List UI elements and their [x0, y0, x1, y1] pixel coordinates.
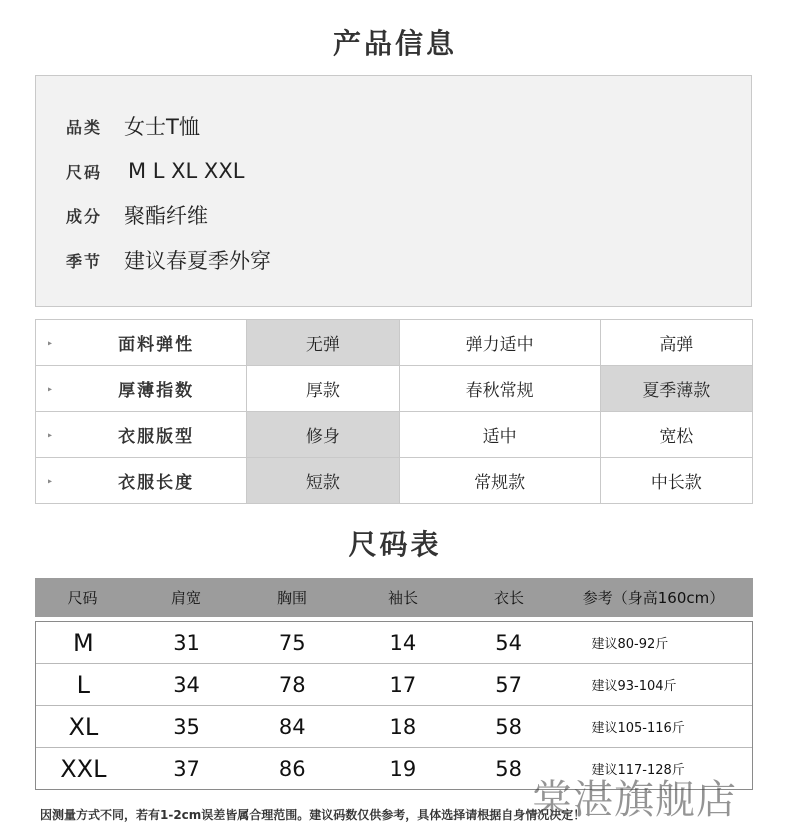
- table-cell: L: [76, 670, 91, 699]
- property-label: [36, 320, 247, 366]
- property-label: [36, 366, 247, 412]
- column-header: 衣长: [493, 589, 524, 607]
- property-option: 短款: [247, 458, 399, 504]
- property-option: 中长款: [600, 458, 752, 504]
- info-row-size: [66, 151, 244, 191]
- info-row-season: [66, 240, 271, 280]
- property-row-elasticity: [36, 320, 753, 366]
- store-watermark: 棠湛旗舰店: [532, 777, 737, 823]
- column-header: 肩宽: [170, 589, 201, 607]
- info-value: 建议春夏季外穿: [124, 249, 271, 273]
- property-grid: [35, 319, 753, 504]
- table-cell: 75: [278, 630, 306, 655]
- property-option: 修身: [247, 412, 399, 458]
- arrow-right-icon: ▸: [48, 338, 55, 347]
- property-row-length: [36, 458, 753, 504]
- property-option: 宽松: [600, 412, 752, 458]
- property-label-text: 衣服版型: [118, 427, 195, 447]
- column-header: 胸围: [276, 589, 307, 607]
- property-option: 弹力适中: [399, 320, 600, 366]
- info-value: 女士T恤: [124, 115, 200, 139]
- property-row-thickness: [36, 366, 753, 412]
- table-cell: 58: [495, 756, 522, 781]
- property-option: 无弹: [247, 320, 399, 366]
- table-cell: 57: [495, 672, 522, 697]
- table-row: [36, 664, 752, 706]
- property-option: 夏季薄款: [600, 366, 752, 412]
- property-row-fit: [36, 412, 753, 458]
- property-option: 高弹: [600, 320, 752, 366]
- table-cell: 86: [278, 756, 306, 781]
- property-label-text: 面料弹性: [118, 335, 195, 355]
- table-cell: 78: [278, 672, 306, 697]
- table-cell: 17: [389, 672, 417, 697]
- property-label: [36, 458, 247, 504]
- size-chart-body: [35, 621, 753, 790]
- arrow-right-icon: ▸: [48, 430, 55, 439]
- property-option: 厚款: [247, 366, 399, 412]
- table-cell: XXL: [60, 754, 107, 783]
- table-cell: 84: [278, 714, 306, 739]
- size-chart-title: 尺码表: [348, 528, 442, 561]
- table-cell: 建议93-104斤: [591, 679, 677, 694]
- size-chart-header: [35, 578, 753, 617]
- table-cell: 建议117-128斤: [591, 763, 685, 778]
- info-label: 品类: [66, 117, 103, 137]
- table-cell: XL: [68, 712, 99, 741]
- table-cell: 34: [173, 672, 200, 697]
- property-label-text: 厚薄指数: [118, 381, 195, 401]
- property-option: 适中: [399, 412, 600, 458]
- product-info-box: [35, 75, 752, 307]
- arrow-right-icon: ▸: [48, 476, 55, 485]
- table-row: [36, 622, 752, 664]
- column-header: 袖长: [387, 589, 418, 607]
- table-cell: 建议80-92斤: [591, 637, 669, 652]
- info-label: 成分: [66, 206, 103, 226]
- table-cell: 建议105-116斤: [591, 721, 685, 736]
- info-row-material: [66, 195, 208, 235]
- info-value: M L XL XXL: [128, 159, 245, 183]
- info-label: 尺码: [66, 162, 103, 182]
- table-cell: 14: [389, 630, 417, 655]
- table-cell: 37: [173, 756, 200, 781]
- info-row-category: [66, 106, 200, 146]
- property-label-text: 衣服长度: [118, 473, 195, 493]
- property-label: [36, 412, 247, 458]
- table-cell: 18: [389, 714, 417, 739]
- product-info-title: 产品信息: [332, 27, 457, 60]
- property-option: 常规款: [399, 458, 600, 504]
- table-cell: 19: [389, 756, 417, 781]
- table-cell: 31: [173, 630, 200, 655]
- column-header: 参考（身高160cm）: [582, 589, 725, 607]
- property-option: 春秋常规: [399, 366, 600, 412]
- table-cell: M: [73, 628, 94, 657]
- footnote: 因测量方式不同，若有1-2cm误差皆属合理范围。建议码数仅供参考，具体选择请根据自身情况决定！: [40, 808, 586, 822]
- table-cell: 58: [495, 714, 522, 739]
- info-value: 聚酯纤维: [124, 204, 208, 228]
- arrow-right-icon: ▸: [48, 384, 55, 393]
- column-header: 尺码: [67, 589, 98, 607]
- table-cell: 35: [173, 714, 200, 739]
- table-row: [36, 706, 752, 748]
- info-label: 季节: [66, 251, 103, 271]
- table-cell: 54: [495, 630, 522, 655]
